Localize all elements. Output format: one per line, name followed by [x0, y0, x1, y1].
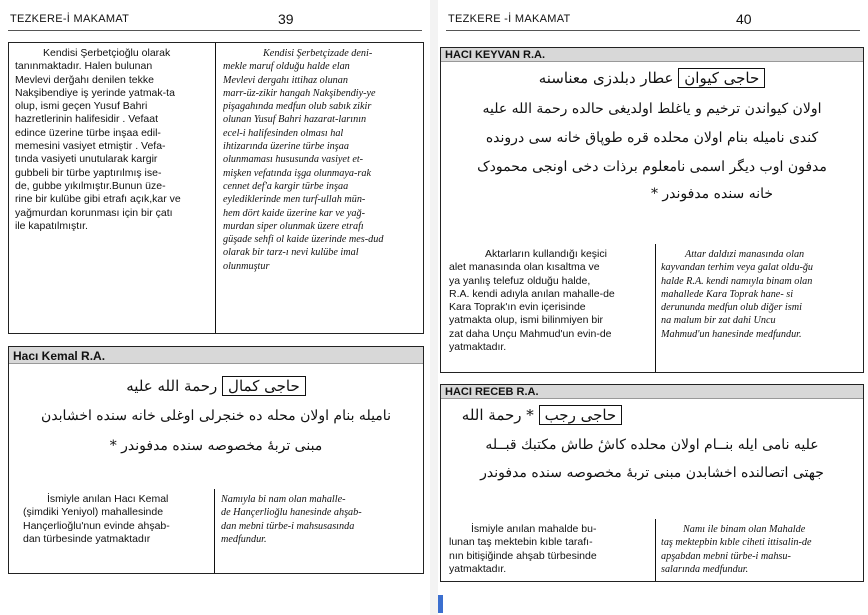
header-title: TEZKERE -İ MAKAMAT: [448, 13, 571, 25]
text-line: alet manasında olan kısaltma ve: [449, 261, 600, 274]
translation-columns: [441, 519, 863, 581]
text-line: Namıyla bi nam olan mahalle-: [221, 494, 346, 505]
text-line: marr-üz-zikir hangah Nakşibendiy-ye: [223, 87, 376, 99]
column-divider: [214, 489, 215, 573]
text-line: hazretlerinin halifesidir . Vefaat: [15, 113, 158, 126]
haci-keyvan-section: [440, 47, 864, 373]
text-line: yatmaktadır.: [449, 562, 507, 575]
text-line: Attar daldızi manasında olan: [685, 249, 805, 260]
text-line: memesini vasiyet etmiştir . Vefa-: [15, 140, 166, 153]
text-line: ya yanlış telefuz olduğu halde,: [449, 274, 591, 287]
text-line: İsmiyle anılan mahalde bu-: [471, 523, 597, 535]
right-page: [438, 0, 868, 615]
text-line: ile kapatılmıştır.: [15, 219, 88, 232]
arabic-line: [9, 376, 423, 396]
text-line: yağmurdan korunması için bir çatı: [15, 206, 173, 219]
text-line: olunan Yusuf Bahri hazarat-larının: [223, 114, 367, 126]
text-line: Nakşibendiye iş yerinde yatmak-ta: [15, 86, 175, 99]
arabic-line: [441, 405, 863, 425]
arabic-name: حاجی رجب: [539, 405, 623, 425]
text-line: lunan taş mektebin kıble tarafı-: [449, 536, 593, 549]
intro-section: [8, 42, 424, 334]
column-divider: [215, 43, 216, 333]
section-title: HACI RECEB R.A.: [441, 385, 863, 399]
text-line: olarak bir tarz-ı nevi kulübe imal: [223, 247, 359, 259]
text-line: halde R.A. kendi namıyla binam olan: [661, 275, 813, 287]
modern-turkish-column: [15, 47, 211, 233]
text-line: yatmaktadır.: [449, 341, 507, 354]
modern-turkish-column: [449, 523, 651, 576]
text-line: olunmaması hususunda vasiyet et-: [223, 154, 364, 166]
page-header: [8, 8, 422, 31]
arabic-line: [441, 68, 863, 88]
column-divider: [655, 519, 656, 581]
text-line: yatmakta olup, ismi bilinmiyen bir: [449, 314, 604, 327]
text-line: mekle maruf olduğu halde elan: [223, 61, 350, 73]
text-line: mişken vefatında işga olunmaya-rak: [223, 167, 371, 179]
text-line: salarında medfundur.: [661, 563, 749, 575]
text-line: ecel-i halifesinden olması hal: [223, 127, 344, 139]
text-line: na malum bir zat dahi Uncu: [661, 315, 776, 327]
arabic-line: نامیله بنام اولان محله ده خنجرلی اوغلی خانه سنده اخشابدن: [41, 408, 391, 424]
section-title: Hacı Kemal R.A.: [9, 347, 423, 364]
text-line: taş mektepbin kıble ciheti ittisalin-de: [661, 537, 812, 549]
translation-columns: [441, 244, 863, 372]
text-line: ihtizarında üzerine türbe inşaa: [223, 141, 349, 153]
text-line: İsmiyle anılan Hacı Kemal: [47, 493, 169, 505]
column-divider: [655, 244, 656, 372]
text-line: güşade sehfi ol kaide üzerinde mes-dud: [223, 234, 384, 246]
text-line: Mahmud'un hanesinde medfundur.: [661, 328, 802, 340]
text-line: Aktarların kullandığı keşici: [485, 248, 607, 260]
text-line: rine bir kulübe gibi etrafı açık,kar ve: [15, 193, 181, 206]
text-line: edince üzerine türbe inşaa edil-: [15, 126, 161, 139]
text-line: apşabdan mebni türbe-i mahsu-: [661, 550, 791, 562]
text-line: eylediklerinde men turf-ullah mün-: [223, 194, 366, 206]
arabic-line: اولان کیواندن ترخیم و یاغلط اولدیغی حالده رحمة الله علیه: [482, 101, 822, 117]
page-number: 40: [736, 11, 752, 27]
arabic-name: حاجی کمال: [222, 376, 306, 396]
page-edge-marker: [438, 595, 443, 613]
section-title: HACI KEYVAN R.A.: [441, 48, 863, 62]
text-line: medfundur.: [221, 533, 267, 545]
text-line: pişagahında medfun olub sabık zikir: [223, 101, 372, 113]
text-line: hem dört kaide üzerine kar ve yağ-: [223, 207, 366, 219]
left-page: [0, 0, 430, 615]
text-line: olunmuştur: [223, 260, 270, 272]
arabic-text: * رحمة الله: [461, 406, 534, 424]
text-line: dan türbesinde yatmaktadır: [23, 532, 151, 545]
ottoman-transliteration-column: [661, 248, 859, 341]
text-line: cennet def'a kargir türbe inşaa: [223, 180, 349, 192]
text-line: Namı ile binam olan Mahalde: [683, 524, 806, 535]
text-line: mahallede Kara Toprak hane- si: [661, 288, 794, 300]
arabic-line: علیه نامی ایله بنــام اولان محلده کاشٔ طاش مکتبك قبــله: [485, 437, 819, 453]
text-line: Hançerlioğlu'nun evinde ahşab-: [23, 519, 170, 532]
arabic-text: عطار دبلدزی معناسنه: [538, 69, 674, 87]
page-gutter: [430, 0, 438, 615]
translation-columns: [9, 489, 423, 573]
text-line: Kendisi Şerbetçizade deni-: [263, 48, 373, 59]
text-line: Kendisi Şerbetçioğlu olarak: [43, 47, 171, 59]
text-line: derununda medfun olub diğer ismi: [661, 302, 802, 314]
text-line: Kara Toprak'ın evin içerisinde: [449, 301, 586, 314]
text-line: nın bitişiğinde ahşab türbesinde: [449, 549, 597, 562]
text-line: tında vasiyeti unutularak kargir: [15, 153, 158, 166]
text-line: Mevlevi derğahı denilen tekke: [15, 73, 154, 86]
text-line: de Hançerlioğlu hanesinde ahşab-: [221, 507, 362, 519]
text-line: tanınmaktadır. Halen bulunan: [15, 60, 153, 73]
ottoman-transliteration-column: [661, 523, 859, 576]
arabic-text: رحمة الله علیه: [126, 377, 218, 395]
arabic-line: مبنی تربهٔ مخصوصه سنده مدفوندر *: [109, 438, 323, 454]
text-line: dan mebni türbe-i mahsusasında: [221, 520, 355, 532]
ottoman-transliteration-column: [221, 493, 417, 546]
text-line: (şimdiki Yeniyol) mahallesinde: [23, 506, 164, 519]
arabic-name: حاجی کیوان: [678, 68, 765, 88]
modern-turkish-column: [449, 248, 651, 354]
haci-receb-section: [440, 384, 864, 582]
page-number: 39: [278, 11, 294, 27]
header-title: TEZKERE-İ MAKAMAT: [10, 13, 130, 25]
text-line: kayvandan terhim veya galat oldu-ğu: [661, 262, 814, 274]
arabic-line: خانه سنده مدفوندر *: [650, 186, 774, 202]
text-line: gubbeli bir türbe yaptırılmış ise-: [15, 166, 162, 179]
text-line: olup, ismi geçen Yusuf Bahri: [15, 100, 148, 113]
haci-kemal-section: [8, 346, 424, 574]
ottoman-transliteration-column: [223, 47, 419, 273]
text-line: murdan siper olunmak üzere etrafı: [223, 220, 364, 232]
text-line: Mevlevi dergahı ittihaz olunan: [223, 74, 348, 86]
arabic-line: جهتی اتصالنده اخشابدن مبنی تربهٔ مخصوصه سنده مدفوندر: [480, 465, 824, 481]
arabic-line: مدفون اوب دیگر اسمی نامعلوم برذات دخی اونجی محمودک: [477, 159, 827, 175]
text-line: R.A. kendi adıyla anılan mahalle-de: [449, 287, 615, 300]
arabic-line: کندی نامیله بنام اولان محلده قره طوپاق خانه سی درونده: [485, 130, 819, 146]
text-line: zat daha Unçu Mahmud'un evin-de: [449, 327, 612, 340]
page-header: [446, 8, 860, 31]
modern-turkish-column: [23, 493, 213, 546]
text-line: de, gubbe yıkılmıştır.Bunun üze-: [15, 179, 166, 192]
